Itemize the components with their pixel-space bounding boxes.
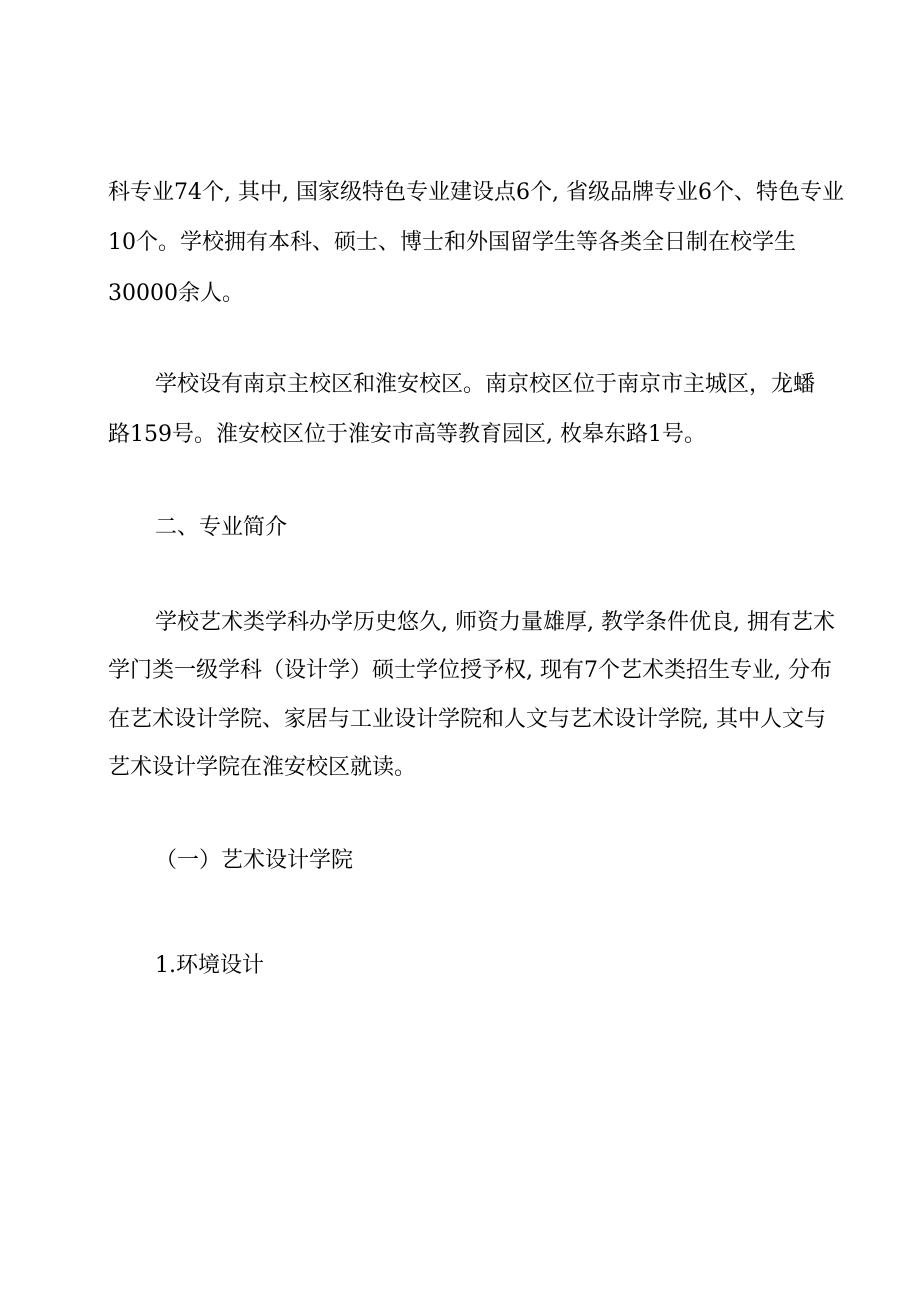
paragraph-1-line-2: 10个。学校拥有本科、硕士、博士和外国留学生等各类全日制在校学生 [108, 230, 796, 255]
paragraph-2-line-1: 学校设有南京主校区和淮安校区。南京校区位于南京市主城区，龙蟠 [155, 372, 816, 397]
paragraph-3-line-2: 学门类一级学科（设计学）硕士学位授予权, 现有7个艺术类招生专业, 分布 [108, 658, 832, 683]
paragraph-3-line-3: 在艺术设计学院、家居与工业设计学院和人文与艺术设计学院, 其中人文与 [108, 707, 826, 732]
paragraph-1-line-1: 科专业74个, 其中, 国家级特色专业建设点6个, 省级品牌专业6个、特色专业 [108, 180, 844, 205]
subsection-heading: （一）艺术设计学院 [155, 848, 354, 873]
paragraph-2-line-2: 路159号。淮安校区位于淮安市高等教育园区, 枚皋东路1号。 [108, 422, 706, 447]
item-heading: 1.环境设计 [155, 953, 264, 978]
section-heading: 二、专业简介 [155, 515, 288, 540]
paragraph-3-line-4: 艺术设计学院在淮安校区就读。 [108, 755, 417, 780]
paragraph-3-line-1: 学校艺术类学科办学历史悠久, 师资力量雄厚, 教学条件优良, 拥有艺术 [155, 610, 835, 635]
paragraph-1-line-3: 30000余人。 [108, 281, 244, 306]
